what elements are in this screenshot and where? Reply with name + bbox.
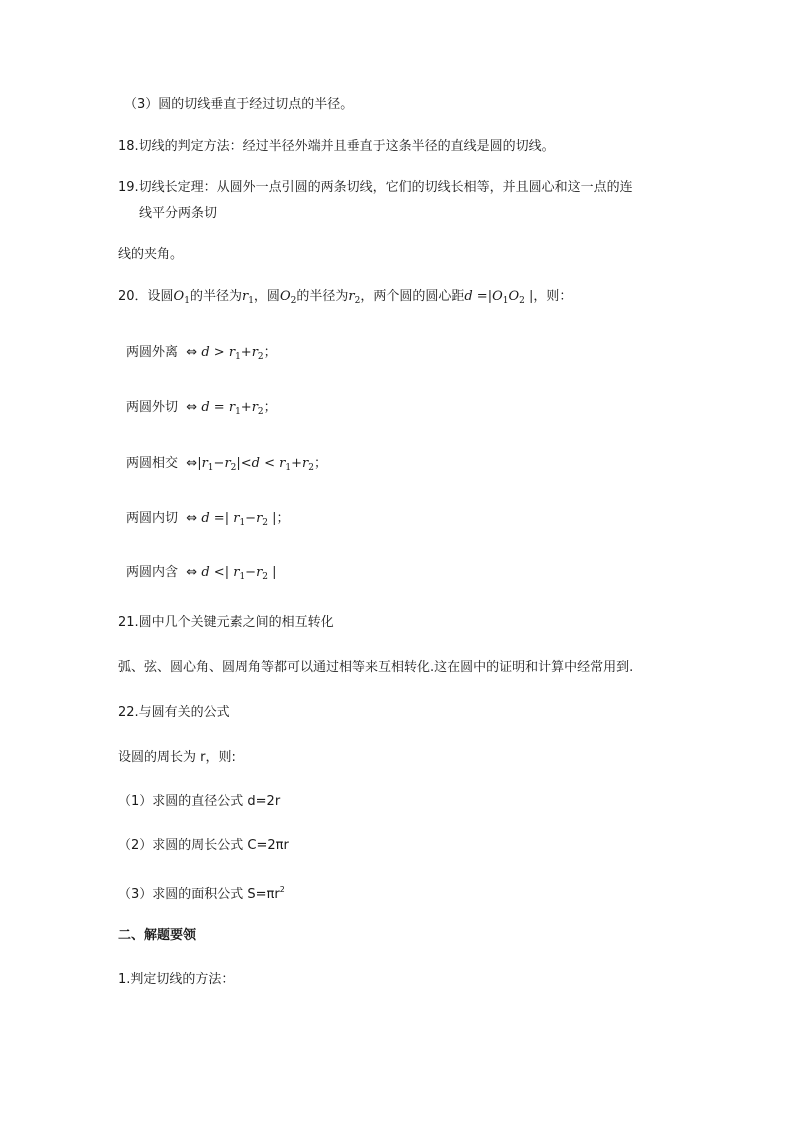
item-22-intro: 设圆的周长为 r，则: [118, 750, 236, 765]
formula-area-exponent: 2 [279, 885, 285, 894]
formula-circumference: （2）求圆的周长公式 C=2πr [118, 838, 289, 853]
section-2-title: 二、解题要领 [118, 928, 197, 943]
math-o2: $O_2$ [279, 289, 297, 306]
relation-tail: ； [276, 511, 290, 526]
iff-symbol: ⇔ [186, 400, 198, 415]
math-r2: $r_2$ [348, 289, 361, 306]
iff-symbol: ⇔ [186, 456, 198, 471]
relation-intersect [126, 455, 327, 477]
item-21-title: 21.圆中几个关键元素之间的相互转化 [118, 615, 334, 630]
item-20-text3: ，圆 [253, 289, 280, 304]
formula-area-text: （3）求圆的面积公式 S=πr [118, 887, 280, 902]
relation-label: 两圆外切 [126, 400, 179, 415]
relation-formula: $|r_1-r_2|<d < r_1+r_2$ [197, 456, 314, 473]
iff-symbol: ⇔ [186, 345, 198, 360]
relation-tail: ； [263, 345, 277, 360]
item-18: 18.切线的判定方法：经过半径外端并且垂直于这条半径的直线是圆的切线。 [118, 139, 555, 154]
item-22-title: 22.与圆有关的公式 [118, 705, 230, 720]
item-19-line1: 19.切线长定理：从圆外一点引圆的两条切线，它们的切线长相等，并且圆心和这一点的连 [118, 180, 633, 195]
item-20-text1: 20．设圆 [118, 289, 174, 304]
relation-formula: $d = r_1+r_2$ [201, 400, 264, 417]
formula-diameter: （1）求圆的直径公式 d=2r [118, 794, 281, 809]
relation-label: 两圆外离 [126, 345, 179, 360]
math-r1: $r_1$ [241, 289, 254, 306]
relation-external [126, 344, 277, 366]
relation-label: 两圆内含 [126, 565, 179, 580]
item-20 [118, 288, 572, 310]
item-19-line3: 线的夹角。 [118, 247, 184, 262]
relation-tail: ； [263, 400, 277, 415]
item-19-line2: 线平分两条切 [139, 206, 218, 221]
math-d-def: $d =|O_1O_2$ | [464, 289, 534, 306]
item-20-text2: 的半径为 [189, 289, 242, 304]
section-2-item-1: 1.判定切线的方法： [118, 972, 235, 987]
iff-symbol: ⇔ [186, 511, 198, 526]
iff-symbol: ⇔ [186, 565, 198, 580]
relation-external-tangent [126, 399, 277, 421]
relation-formula: d <| $r_1-r_2$ | [201, 565, 277, 582]
relation-formula: $d > r_1+r_2$ [201, 345, 264, 362]
item-17-3: （3）圆的切线垂直于经过切点的半径。 [124, 97, 354, 112]
item-20-text6: ，则： [533, 289, 573, 304]
relation-label: 两圆内切 [126, 511, 179, 526]
formula-area [118, 881, 285, 904]
item-20-text5: ，两个圆的圆心距 [360, 289, 465, 304]
relation-contain [126, 564, 277, 586]
item-20-text4: 的半径为 [296, 289, 349, 304]
item-21-body: 弧、弦、圆心角、圆周角等都可以通过相等来互相转化.这在圆中的证明和计算中经常用到. [118, 660, 634, 675]
relation-label: 两圆相交 [126, 456, 179, 471]
relation-formula: d =| $r_1-r_2$ | [201, 511, 277, 528]
relation-internal-tangent [126, 510, 290, 532]
relation-tail: ； [314, 456, 328, 471]
math-o1: $O_1$ [173, 289, 190, 306]
